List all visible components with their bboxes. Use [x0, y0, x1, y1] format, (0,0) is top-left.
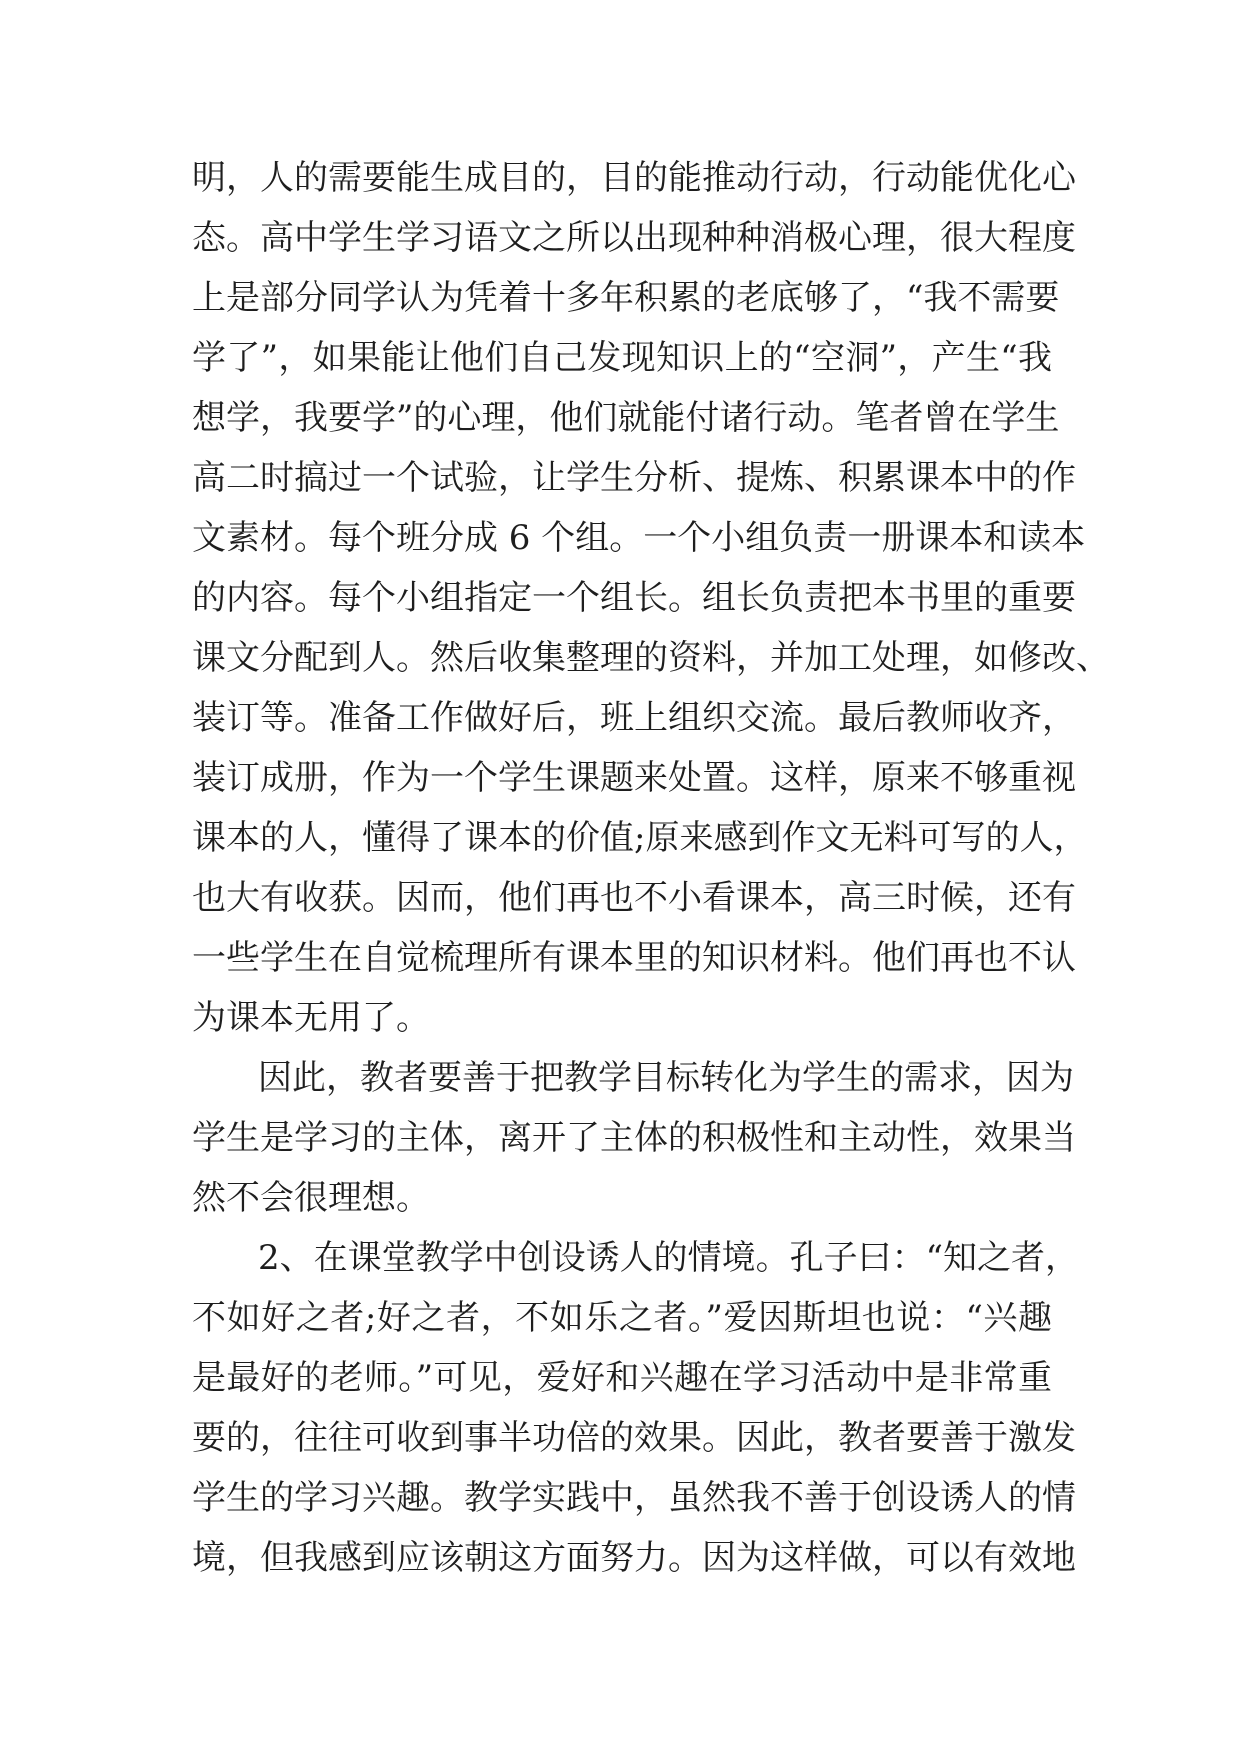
text-line: 学了”，如果能让他们自己发现知识上的“空洞”，产生“我 — [192, 338, 1052, 378]
text-line: 文素材。每个班分成 6 个组。一个小组负责一册课本和读本 — [192, 518, 1086, 558]
text-line: 高二时搞过一个试验，让学生分析、提炼、积累课本中的作 — [192, 458, 1076, 498]
text-line: 学生的学习兴趣。教学实践中，虽然我不善于创设诱人的情 — [192, 1478, 1076, 1518]
body-text — [192, 148, 1110, 1588]
text-line: 装订成册，作为一个学生课题来处置。这样，原来不够重视 — [192, 758, 1076, 798]
text-line: 课本的人，懂得了课本的价值;原来感到作文无料可写的人， — [192, 818, 1088, 858]
paragraph-start-line: 因此，教者要善于把教学目标转化为学生的需求，因为 — [258, 1058, 1074, 1098]
text-line: 然不会很理想。 — [192, 1178, 430, 1218]
text-line: 也大有收获。因而，他们再也不小看课本，高三时候，还有 — [192, 878, 1076, 918]
text-line: 态。高中学生学习语文之所以出现种种消极心理，很大程度 — [192, 218, 1076, 258]
text-line: 学生是学习的主体，离开了主体的积极性和主动性，效果当 — [192, 1118, 1076, 1158]
text-line: 一些学生在自觉梳理所有课本里的知识材料。他们再也不认 — [192, 938, 1076, 978]
text-line: 是最好的老师。”可见，爱好和兴趣在学习活动中是非常重 — [192, 1358, 1052, 1398]
text-line: 明，人的需要能生成目的，目的能推动行动，行动能优化心 — [192, 158, 1076, 198]
text-line: 上是部分同学认为凭着十多年积累的老底够了，“我不需要 — [192, 278, 1060, 318]
text-line: 课文分配到人。然后收集整理的资料，并加工处理，如修改、 — [192, 638, 1110, 678]
text-line: 境，但我感到应该朝这方面努力。因为这样做，可以有效地 — [192, 1538, 1076, 1578]
text-line: 想学，我要学”的心理，他们就能付诸行动。笔者曾在学生 — [192, 398, 1060, 438]
text-line: 的内容。每个小组指定一个组长。组长负责把本书里的重要 — [192, 578, 1076, 618]
text-line: 要的，往往可收到事半功倍的效果。因此，教者要善于激发 — [192, 1418, 1076, 1458]
text-line: 装订等。准备工作做好后，班上组织交流。最后教师收齐， — [192, 698, 1076, 738]
text-line: 不如好之者;好之者，不如乐之者。”爱因斯坦也说：“兴趣 — [192, 1298, 1052, 1338]
paragraph-start-line: 2、在课堂教学中创设诱人的情境。孔子曰：“知之者， — [258, 1238, 1080, 1278]
text-line: 为课本无用了。 — [192, 998, 430, 1038]
